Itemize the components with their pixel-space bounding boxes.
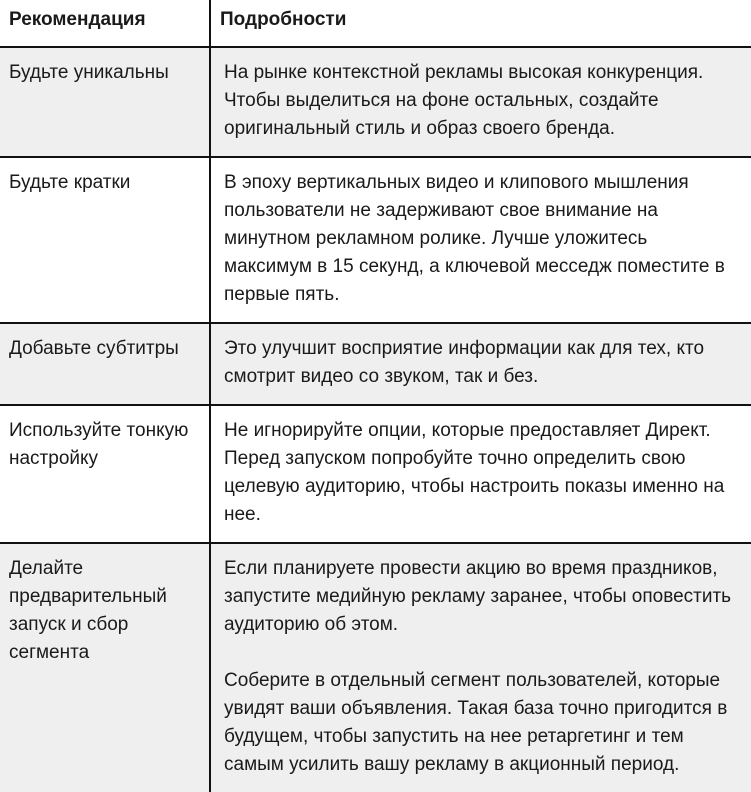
column-header-recommendation: Рекомендация bbox=[0, 0, 210, 47]
recommendation-cell: Используйте тонкую настройку bbox=[0, 405, 210, 543]
details-paragraph: Это улучшит восприятие информации как для тех, кто смотрит видео со звуком, так и без. bbox=[224, 338, 705, 387]
table-row bbox=[0, 157, 751, 323]
table-row bbox=[0, 47, 751, 157]
details-cell bbox=[210, 47, 751, 157]
details-paragraph: Соберите в отдельный сегмент пользователей, которые увидят ваши объявления. Такая база точно пригодится в будущем, чтобы запустить на нее ретаргетинг и тем самым усилить вашу рекламу в акционный период. bbox=[224, 670, 728, 775]
table-row bbox=[0, 405, 751, 543]
table-row bbox=[0, 543, 751, 792]
table-body bbox=[0, 47, 751, 792]
recommendation-cell: Добавьте субтитры bbox=[0, 323, 210, 405]
recommendation-cell: Делайте предварительный запуск и сбор сегмента bbox=[0, 543, 210, 792]
details-paragraph: Не игнорируйте опции, которые предоставляет Директ. Перед запуском попробуйте точно определить свою целевую аудиторию, чтобы настроить показы именно на нее. bbox=[224, 420, 725, 525]
recommendation-cell: Будьте уникальны bbox=[0, 47, 210, 157]
details-cell bbox=[210, 543, 751, 792]
details-cell bbox=[210, 405, 751, 543]
table-header bbox=[0, 0, 751, 47]
table-header-row bbox=[0, 0, 751, 47]
recommendation-cell: Будьте кратки bbox=[0, 157, 210, 323]
column-header-details: Подробности bbox=[210, 0, 751, 47]
details-cell bbox=[210, 323, 751, 405]
details-paragraph: В эпоху вертикальных видео и клипового мышления пользователи не задерживают свое внимание на минутном рекламном ролике. Лучше уложитесь максимум в 15 секунд, а ключевой месседж поместите в первые пять. bbox=[224, 172, 725, 305]
details-paragraph: Если планируете провести акцию во время праздников, запустите медийную рекламу заранее, чтобы оповестить аудиторию об этом. bbox=[224, 558, 732, 635]
table-row bbox=[0, 323, 751, 405]
details-paragraph: На рынке контекстной рекламы высокая конкуренция. Чтобы выделиться на фоне остальных, создайте оригинальный стиль и образ своего бренда. bbox=[224, 62, 704, 139]
details-cell bbox=[210, 157, 751, 323]
